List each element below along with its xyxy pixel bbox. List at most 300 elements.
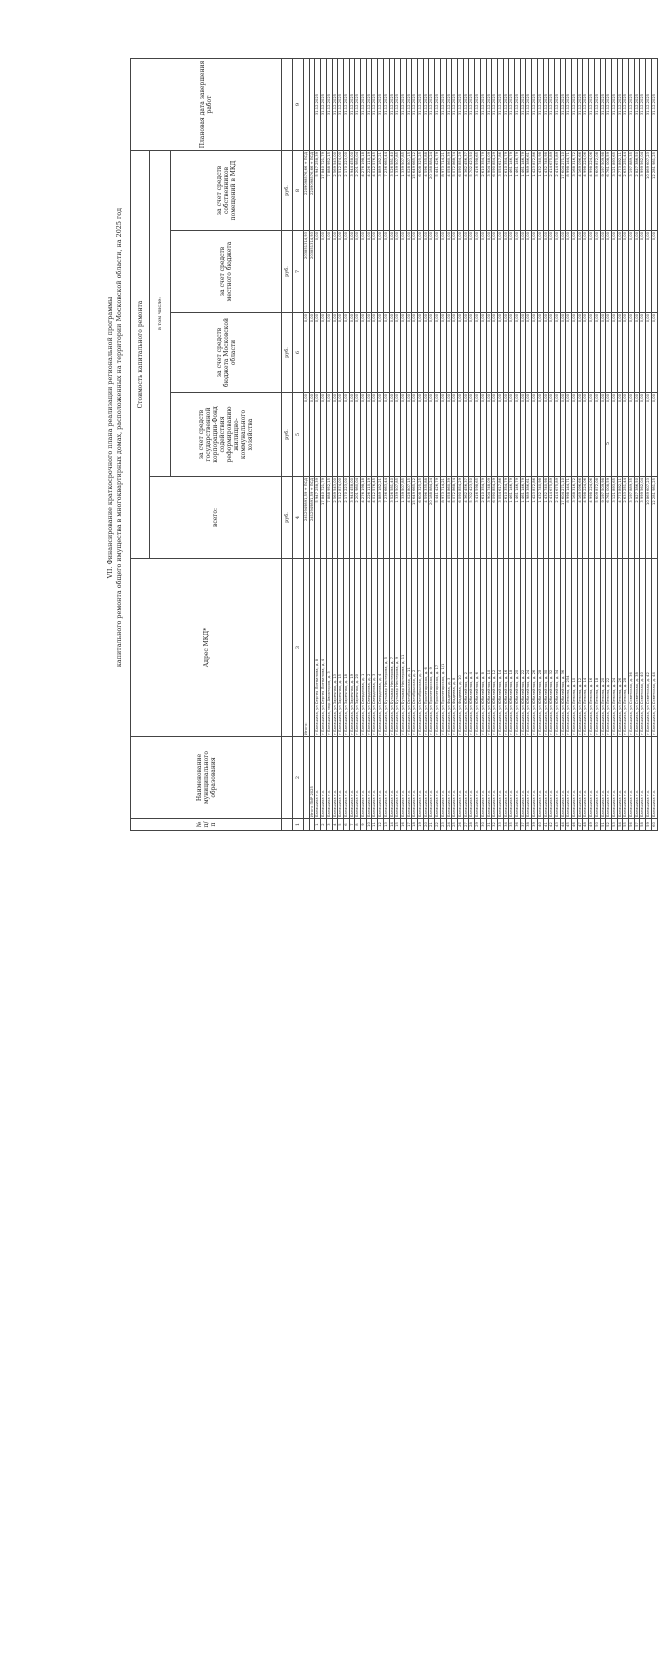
cell-owners: 7 888 952,15 [326, 151, 332, 231]
cell-owners: 6 761 008,59 [606, 151, 612, 231]
cell-local: 0,00 [355, 231, 361, 313]
colnum-4: 4 [293, 477, 304, 559]
cell-address: г Балашиха, ул Юбилейная, д. 32 [549, 559, 555, 737]
cell-municipality: Балашиха г.о. [457, 737, 463, 819]
cell-local: 0,00 [332, 231, 338, 313]
cell-owners: 15 649 665,12 [412, 151, 418, 231]
cell-planned-date: 31.12.2025 [520, 59, 526, 151]
cell-total: 7 236 663,44 [383, 477, 389, 559]
cell-local: 0,00 [361, 231, 367, 313]
cell-municipality: Балашиха г.о. [412, 737, 418, 819]
cell-address: г Балашиха, ул Сергея Литвинова, д. 4 [321, 559, 327, 737]
cell-owners: 3 197 889,35 [629, 151, 635, 231]
cell-regional: 0,00 [366, 313, 372, 393]
cell-address: г Балашиха, ул Юбилейная, д. 14 [497, 559, 503, 737]
cell-address: г Балашиха, ул Юбилейная, д. 18 [509, 559, 515, 737]
cell-fund: 0,00 [480, 393, 486, 477]
cell-total: 4 169 096,66 [577, 477, 583, 559]
cell-local: 0,00 [583, 231, 589, 313]
cell-owners: 4 058 860,39 [446, 151, 452, 231]
cell-index: 46 [572, 819, 578, 831]
colnum-5: 5 [293, 393, 304, 477]
cell-owners: 1 989 386,61 [526, 151, 532, 231]
cell-total: 3 054 617,86 [497, 477, 503, 559]
cell-regional: 0,00 [343, 313, 349, 393]
cell-total: 2 610 354,79 [480, 477, 486, 559]
cell-total: 1 461 146,79 [515, 477, 521, 559]
cell-municipality: Балашиха г.о. [629, 737, 635, 819]
cell-index: 23 [440, 819, 446, 831]
cell-index: 36 [515, 819, 521, 831]
cell-owners: 3 904 748,09 [486, 151, 492, 231]
cell-total: 2 610 354,79 [503, 477, 509, 559]
cell-municipality: Балашиха г.о. [617, 737, 623, 819]
cell-fund: 0,00 [355, 393, 361, 477]
cell-fund: 0,00 [463, 393, 469, 477]
cell-regional: 0,00 [526, 313, 532, 393]
cell-address: г Балашиха, ул Заречная, д. 19 [349, 559, 355, 737]
cell-fund: 0,00 [469, 393, 475, 477]
colnum-8: 8 [293, 151, 304, 231]
cell-planned-date: 31.12.2025 [640, 59, 646, 151]
cell-planned-date: 31.12.2025 [526, 59, 532, 151]
cell-address: г Балашиха, ул Свердлова, д. 2 [366, 559, 372, 737]
cell-regional: 0,00 [606, 313, 612, 393]
cell-address: г Балашиха, ул Юбилейная, д. 16 [503, 559, 509, 737]
cell-local: 0,00 [383, 231, 389, 313]
cell-owners: 7 236 663,44 [383, 151, 389, 231]
cell-local: 0,00 [543, 231, 549, 313]
cell-index: 25 [452, 819, 458, 831]
unit-cell-3 [282, 559, 293, 737]
cell-municipality: Балашиха г.о. [406, 737, 412, 819]
cell-local: 0,00 [577, 231, 583, 313]
cell-total: 2412949891,59 + ПСД [304, 477, 310, 559]
cell-municipality: Балашиха г.о. [520, 737, 526, 819]
cell-fund: 0,00 [606, 393, 612, 477]
cell-local: 0,00 [532, 231, 538, 313]
cell-index: 30 [480, 819, 486, 831]
cell-local: 203851314,93 [309, 231, 315, 313]
cell-owners: 8 973 714,21 [440, 151, 446, 231]
cell-index: 39 [532, 819, 538, 831]
cell-index: 43 [554, 819, 560, 831]
cell-total: 2412949891,59 + ПСД [309, 477, 315, 559]
cell-index: 18 [412, 819, 418, 831]
cell-regional: 0,00 [475, 313, 481, 393]
colnum-9: 9 [293, 59, 304, 151]
cell-regional: 0,00 [497, 313, 503, 393]
cell-address: г Балашиха, ул Юбилейная, д. 8 [480, 559, 486, 737]
cell-fund: 0,00 [532, 393, 538, 477]
cell-planned-date: 31.12.2025 [515, 59, 521, 151]
cell-owners: 6 608 325,25 [418, 151, 424, 231]
cell-regional: 0,00 [304, 313, 310, 393]
cell-index: 22 [435, 819, 441, 831]
cell-total: 10 869 607,23 [646, 477, 652, 559]
cell-municipality: Балашиха г.о. [634, 737, 640, 819]
cell-index: 31 [486, 819, 492, 831]
unit-owners: руб. [282, 151, 293, 231]
cell-regional: 0,00 [486, 313, 492, 393]
cell-fund: 0,00 [549, 393, 555, 477]
cell-local: 0,00 [554, 231, 560, 313]
cell-local: 0,00 [440, 231, 446, 313]
cell-index: 52 [606, 819, 612, 831]
cell-fund: 0,00 [378, 393, 384, 477]
cell-municipality: Балашиха г.о. [640, 737, 646, 819]
cell-address: г Балашиха, ул Юбилейная, д. 26 [532, 559, 538, 737]
cell-address: г Балашиха, ул Ленина, д. 26 [617, 559, 623, 737]
cell-municipality: Балашиха г.о. [435, 737, 441, 819]
cell-fund: 0,00 [372, 393, 378, 477]
cell-owners: 4 596 335,88 [423, 151, 429, 231]
cell-regional: 0,00 [520, 313, 526, 393]
cell-regional: 0,00 [583, 313, 589, 393]
cell-owners: 2209098576,66 + ПСД [309, 151, 315, 231]
cell-local: 0,00 [446, 231, 452, 313]
col-header-index: № п/п [131, 819, 282, 831]
cell-municipality: Балашиха г.о. [378, 737, 384, 819]
cell-address: г Балашиха, ул Пролетарская, д. 6 [423, 559, 429, 737]
cell-total: 5 609 872,08 [594, 477, 600, 559]
cell-fund: 0,00 [389, 393, 395, 477]
cell-address: г Балашиха, ул Юбилейная, д. 22 [520, 559, 526, 737]
cell-address: г Балашиха, ул Юбилейная, д. 10 [486, 559, 492, 737]
cell-fund: 0,00 [304, 393, 310, 477]
cell-municipality: Балашиха г.о. [423, 737, 429, 819]
cell-owners: 2 201 980,04 [355, 151, 361, 231]
financing-table [130, 58, 658, 831]
cell-municipality: Балашиха г.о. [606, 737, 612, 819]
cell-fund: 0,00 [509, 393, 515, 477]
cell-local: 0,00 [549, 231, 555, 313]
cell-local: 0,00 [435, 231, 441, 313]
cell-local: 0,00 [606, 231, 612, 313]
colnum-3: 3 [293, 559, 304, 737]
cell-local: 0,00 [623, 231, 629, 313]
cell-municipality: Балашиха г.о. [446, 737, 452, 819]
cell-owners: 1 423 872,86 [532, 151, 538, 231]
cell-address: г Балашиха, ул Юбилейная, д. 36 [560, 559, 566, 737]
cell-fund: 0,00 [503, 393, 509, 477]
cell-local: 0,00 [389, 231, 395, 313]
cell-index: 13 [383, 819, 389, 831]
cell-address: г Балашиха, ул Советская, д. 40 [640, 559, 646, 737]
cell-local: 0,00 [418, 231, 424, 313]
cell-index: 42 [549, 819, 555, 831]
cell-planned-date: 31.12.2025 [326, 59, 332, 151]
cell-fund: 0,00 [452, 393, 458, 477]
cell-local: 0,00 [366, 231, 372, 313]
cell-municipality: Балашиха г.о. [383, 737, 389, 819]
cell-municipality: Балашиха г.о. [646, 737, 652, 819]
cell-local: 0,00 [412, 231, 418, 313]
cell-owners: 2 827 386,50 [634, 151, 640, 231]
cell-total: 5 441 426,79 [435, 477, 441, 559]
cell-local: 0,00 [406, 231, 412, 313]
cell-fund: 0,00 [446, 393, 452, 477]
cell-fund: 0,00 [526, 393, 532, 477]
cell-fund: 0,00 [457, 393, 463, 477]
cell-municipality: Балашиха г.о. [572, 737, 578, 819]
cell-total: 12 281 981,25 [651, 477, 657, 559]
cell-owners: 3 121 893,65 [611, 151, 617, 231]
cell-total: 6 608 325,25 [418, 477, 424, 559]
cell-index: 35 [509, 819, 515, 831]
cell-regional: 0,00 [646, 313, 652, 393]
cell-address: г Балашиха, ул Свердлова, д. 1 [361, 559, 367, 737]
cell-municipality: Балашиха г.о. [560, 737, 566, 819]
col-header-regional: за счет средств бюджета Московской области [171, 313, 282, 393]
cell-municipality: Балашиха г.о. [492, 737, 498, 819]
cell-owners: 12 281 981,25 [651, 151, 657, 231]
cell-index: 26 [457, 819, 463, 831]
page-number: 5 [605, 441, 611, 445]
cell-municipality: Балашиха г.о. [355, 737, 361, 819]
cell-planned-date: 31.12.2025 [480, 59, 486, 151]
cell-index: 2 [321, 819, 327, 831]
cell-municipality: Балашиха г.о. [526, 737, 532, 819]
cell-fund: 0,00 [440, 393, 446, 477]
cell-local: 0,00 [566, 231, 572, 313]
col-header-local: за счет средств местного бюджета [171, 231, 282, 313]
cell-fund: 0,00 [361, 393, 367, 477]
cell-total: 17 604 271,10 [560, 477, 566, 559]
cell-index: 47 [577, 819, 583, 831]
cell-owners: 2 610 354,79 [480, 151, 486, 231]
cell-total: 1 432 740,98 [537, 477, 543, 559]
cell-total: 4 276 198,18 [361, 477, 367, 559]
cell-municipality: Итого ПИР 2025 [309, 737, 315, 819]
cell-municipality: Балашиха г.о. [400, 737, 406, 819]
cell-regional: 0,00 [600, 313, 606, 393]
cell-total: 3 526 581,40 [389, 477, 395, 559]
cell-owners: 2 569 543,00 [332, 151, 338, 231]
cell-fund: 0,00 [560, 393, 566, 477]
cell-local: 0,00 [572, 231, 578, 313]
cell-fund: 0,00 [617, 393, 623, 477]
cell-municipality: Балашиха г.о. [623, 737, 629, 819]
cell-owners: 5 947 258,39 [315, 151, 321, 231]
cell-total: 2 201 980,04 [355, 477, 361, 559]
cell-fund: 0,00 [646, 393, 652, 477]
cell-planned-date: 31.12.2025 [469, 59, 475, 151]
cell-owners: 2 170 223,00 [343, 151, 349, 231]
colnum-1: 1 [293, 819, 304, 831]
document-title-line-1: VII. Финансирование краткосрочного плана реализации региональной программы [106, 296, 114, 579]
cell-local: 0,00 [594, 231, 600, 313]
cell-planned-date: 31.12.2025 [509, 59, 515, 151]
cell-regional: 0,00 [400, 313, 406, 393]
cell-address: г Балашиха, ул Ленина, д. 28 [623, 559, 629, 737]
cell-regional: 0,00 [515, 313, 521, 393]
cell-local: 0,00 [378, 231, 384, 313]
cell-regional: 0,00 [326, 313, 332, 393]
cell-index: 41 [543, 819, 549, 831]
cell-index: 27 [463, 819, 469, 831]
cell-address: г Балашиха, ул Ленина, д. 16 [589, 559, 595, 737]
cell-total: 4 012 576,45 [372, 477, 378, 559]
cell-owners: 2 414 675,89 [554, 151, 560, 231]
cell-planned-date: 31.12.2025 [594, 59, 600, 151]
cell-regional: 0,00 [566, 313, 572, 393]
cell-local: 0,00 [349, 231, 355, 313]
cell-regional: 0,00 [577, 313, 583, 393]
cell-address: г Балашиха, ул Свердлова, д. 3 [372, 559, 378, 737]
cell-total: 2 170 223,00 [343, 477, 349, 559]
cell-regional: 0,00 [543, 313, 549, 393]
cell-index: 10 [366, 819, 372, 831]
cell-index: 38 [526, 819, 532, 831]
cell-address: г Балашиха, ул Заречная, д. 13 [332, 559, 338, 737]
cell-owners: 1 339 507,85 [395, 151, 401, 231]
cell-municipality: Балашиха г.о. [326, 737, 332, 819]
cell-planned-date: 31.12.2025 [452, 59, 458, 151]
cell-index: 9 [361, 819, 367, 831]
cell-address: г Балашиха, ул Бульвар Нестерова, д. 9 [395, 559, 401, 737]
cell-total: 8 998 144,71 [566, 477, 572, 559]
cell-local: 0,00 [640, 231, 646, 313]
cell-regional: 0,00 [349, 313, 355, 393]
document-title-line-2: капитального ремонта общего имущества в многоквартирных домах, расположенных на территории Московской области, на 2025 год [115, 207, 123, 668]
cell-total: 6 761 008,59 [606, 477, 612, 559]
cell-total: 3 889 182,21 [378, 477, 384, 559]
cell-planned-date: 31.12.2025 [475, 59, 481, 151]
cell-planned-date: 31.12.2025 [400, 59, 406, 151]
cell-fund: 0,00 [640, 393, 646, 477]
cell-index: 6 [343, 819, 349, 831]
cell-local: 0,00 [395, 231, 401, 313]
cell-planned-date: 31.12.2025 [560, 59, 566, 151]
cell-index: 40 [537, 819, 543, 831]
cell-planned-date: 31.12.2025 [332, 59, 338, 151]
cell-regional: 0,00 [395, 313, 401, 393]
cell-fund: 0,00 [429, 393, 435, 477]
cell-planned-date: 31.12.2025 [361, 59, 367, 151]
cell-regional: 0,00 [309, 313, 315, 393]
cell-owners: 4 169 096,66 [577, 151, 583, 231]
cell-local: 0,00 [326, 231, 332, 313]
cell-total: 4 998 224,06 [589, 477, 595, 559]
cell-regional: 0,00 [418, 313, 424, 393]
cell-total: 1 339 507,85 [395, 477, 401, 559]
cell-owners: 1 461 146,79 [509, 151, 515, 231]
cell-local: 0,00 [321, 231, 327, 313]
cell-address: г Балашиха, ул Фадеева, д. 3 [446, 559, 452, 737]
cell-regional: 0,00 [640, 313, 646, 393]
cell-municipality: Балашиха г.о. [372, 737, 378, 819]
cell-planned-date: 31.12.2025 [543, 59, 549, 151]
cell-total: 6 090 854,29 [457, 477, 463, 559]
cell-planned-date: 31.12.2025 [583, 59, 589, 151]
cell-fund: 0,00 [589, 393, 595, 477]
cell-municipality: Балашиха г.о. [543, 737, 549, 819]
cell-total: 7 888 952,15 [326, 477, 332, 559]
cell-planned-date: 31.12.2025 [457, 59, 463, 151]
cell-owners: 1 432 740,98 [543, 151, 549, 231]
cell-index: 57 [634, 819, 640, 831]
cell-municipality: Балашиха г.о. [577, 737, 583, 819]
cell-owners: 17 604 271,10 [560, 151, 566, 231]
cell-local: 0,00 [634, 231, 640, 313]
cell-owners: 2 633 251,44 [623, 151, 629, 231]
cell-planned-date: 31.12.2025 [440, 59, 446, 151]
cell-total: 5 072 868,74 [452, 477, 458, 559]
cell-planned-date: 31.12.2025 [412, 59, 418, 151]
cell-local: 0,00 [526, 231, 532, 313]
cell-planned-date: 31.12.2025 [492, 59, 498, 151]
rotated-sheet-wrapper [100, 60, 656, 1660]
cell-address: г Балашиха, ул Фадеева, д. 8 [452, 559, 458, 737]
cell-fund: 0,00 [309, 393, 315, 477]
cell-address: г Балашиха, ул Ленина, д. 254 [566, 559, 572, 737]
cell-municipality: Балашиха г.о. [469, 737, 475, 819]
cell-planned-date: 31.12.2025 [338, 59, 344, 151]
cell-regional: 0,00 [429, 313, 435, 393]
cell-total: 2 633 251,44 [623, 477, 629, 559]
cell-total: 2 827 386,50 [634, 477, 640, 559]
cell-local: 0,00 [509, 231, 515, 313]
cell-index: 33 [497, 819, 503, 831]
cell-address: г Балашиха, ул Октябрьская, д. 11 [406, 559, 412, 737]
cell-index: 45 [566, 819, 572, 831]
cell-owners: 4 998 224,06 [589, 151, 595, 231]
cell-local: 0,00 [429, 231, 435, 313]
cell-total: 3 944 458,00 [349, 477, 355, 559]
colnum-2: 2 [293, 737, 304, 819]
cell-municipality: Балашиха г.о. [463, 737, 469, 819]
cell-local: 0,00 [600, 231, 606, 313]
cell-index: 34 [503, 819, 509, 831]
cell-owners: 6 090 854,29 [492, 151, 498, 231]
cell-planned-date: 31.12.2025 [321, 59, 327, 151]
unit-total: руб. [282, 477, 293, 559]
cell-index: 55 [623, 819, 629, 831]
cell-regional: 0,00 [389, 313, 395, 393]
cell-regional: 0,00 [480, 313, 486, 393]
cell-index: 51 [600, 819, 606, 831]
cell-planned-date: 31.12.2025 [537, 59, 543, 151]
cell-municipality: Балашиха г.о. [395, 737, 401, 819]
cell-address: г Балашиха, ул Ленина, д. 10 [572, 559, 578, 737]
cell-planned-date: 31.12.2025 [429, 59, 435, 151]
col-header-address: Адрес МКД* [131, 559, 282, 737]
cell-fund: 0,00 [554, 393, 560, 477]
cell-planned-date: 31.12.2025 [566, 59, 572, 151]
cell-regional: 0,00 [651, 313, 657, 393]
cell-address: г Балашиха, ул Октябрьская, д. 2 [412, 559, 418, 737]
cell-planned-date: 31.12.2025 [503, 59, 509, 151]
cell-local: 0,00 [560, 231, 566, 313]
cell-municipality: Балашиха г.о. [361, 737, 367, 819]
cell-municipality: Балашиха г.о. [651, 737, 657, 819]
cell-address: г Балашиха, ул Заречная, д. 18 [343, 559, 349, 737]
cell-regional: 0,00 [634, 313, 640, 393]
cell-municipality: Балашиха г.о. [366, 737, 372, 819]
cell-planned-date: 31.12.2025 [315, 59, 321, 151]
cell-planned-date: 31.12.2025 [343, 59, 349, 151]
cell-regional: 0,00 [594, 313, 600, 393]
cell-owners: 2 414 675,89 [549, 151, 555, 231]
cell-regional: 0,00 [452, 313, 458, 393]
cell-local: 0,00 [617, 231, 623, 313]
cell-fund: 0,00 [623, 393, 629, 477]
cell-owners: 4 226 110,19 [366, 151, 372, 231]
cell-total: 20 188 884,24 [429, 477, 435, 559]
cell-planned-date: 31.12.2025 [629, 59, 635, 151]
unit-regional: руб. [282, 313, 293, 393]
